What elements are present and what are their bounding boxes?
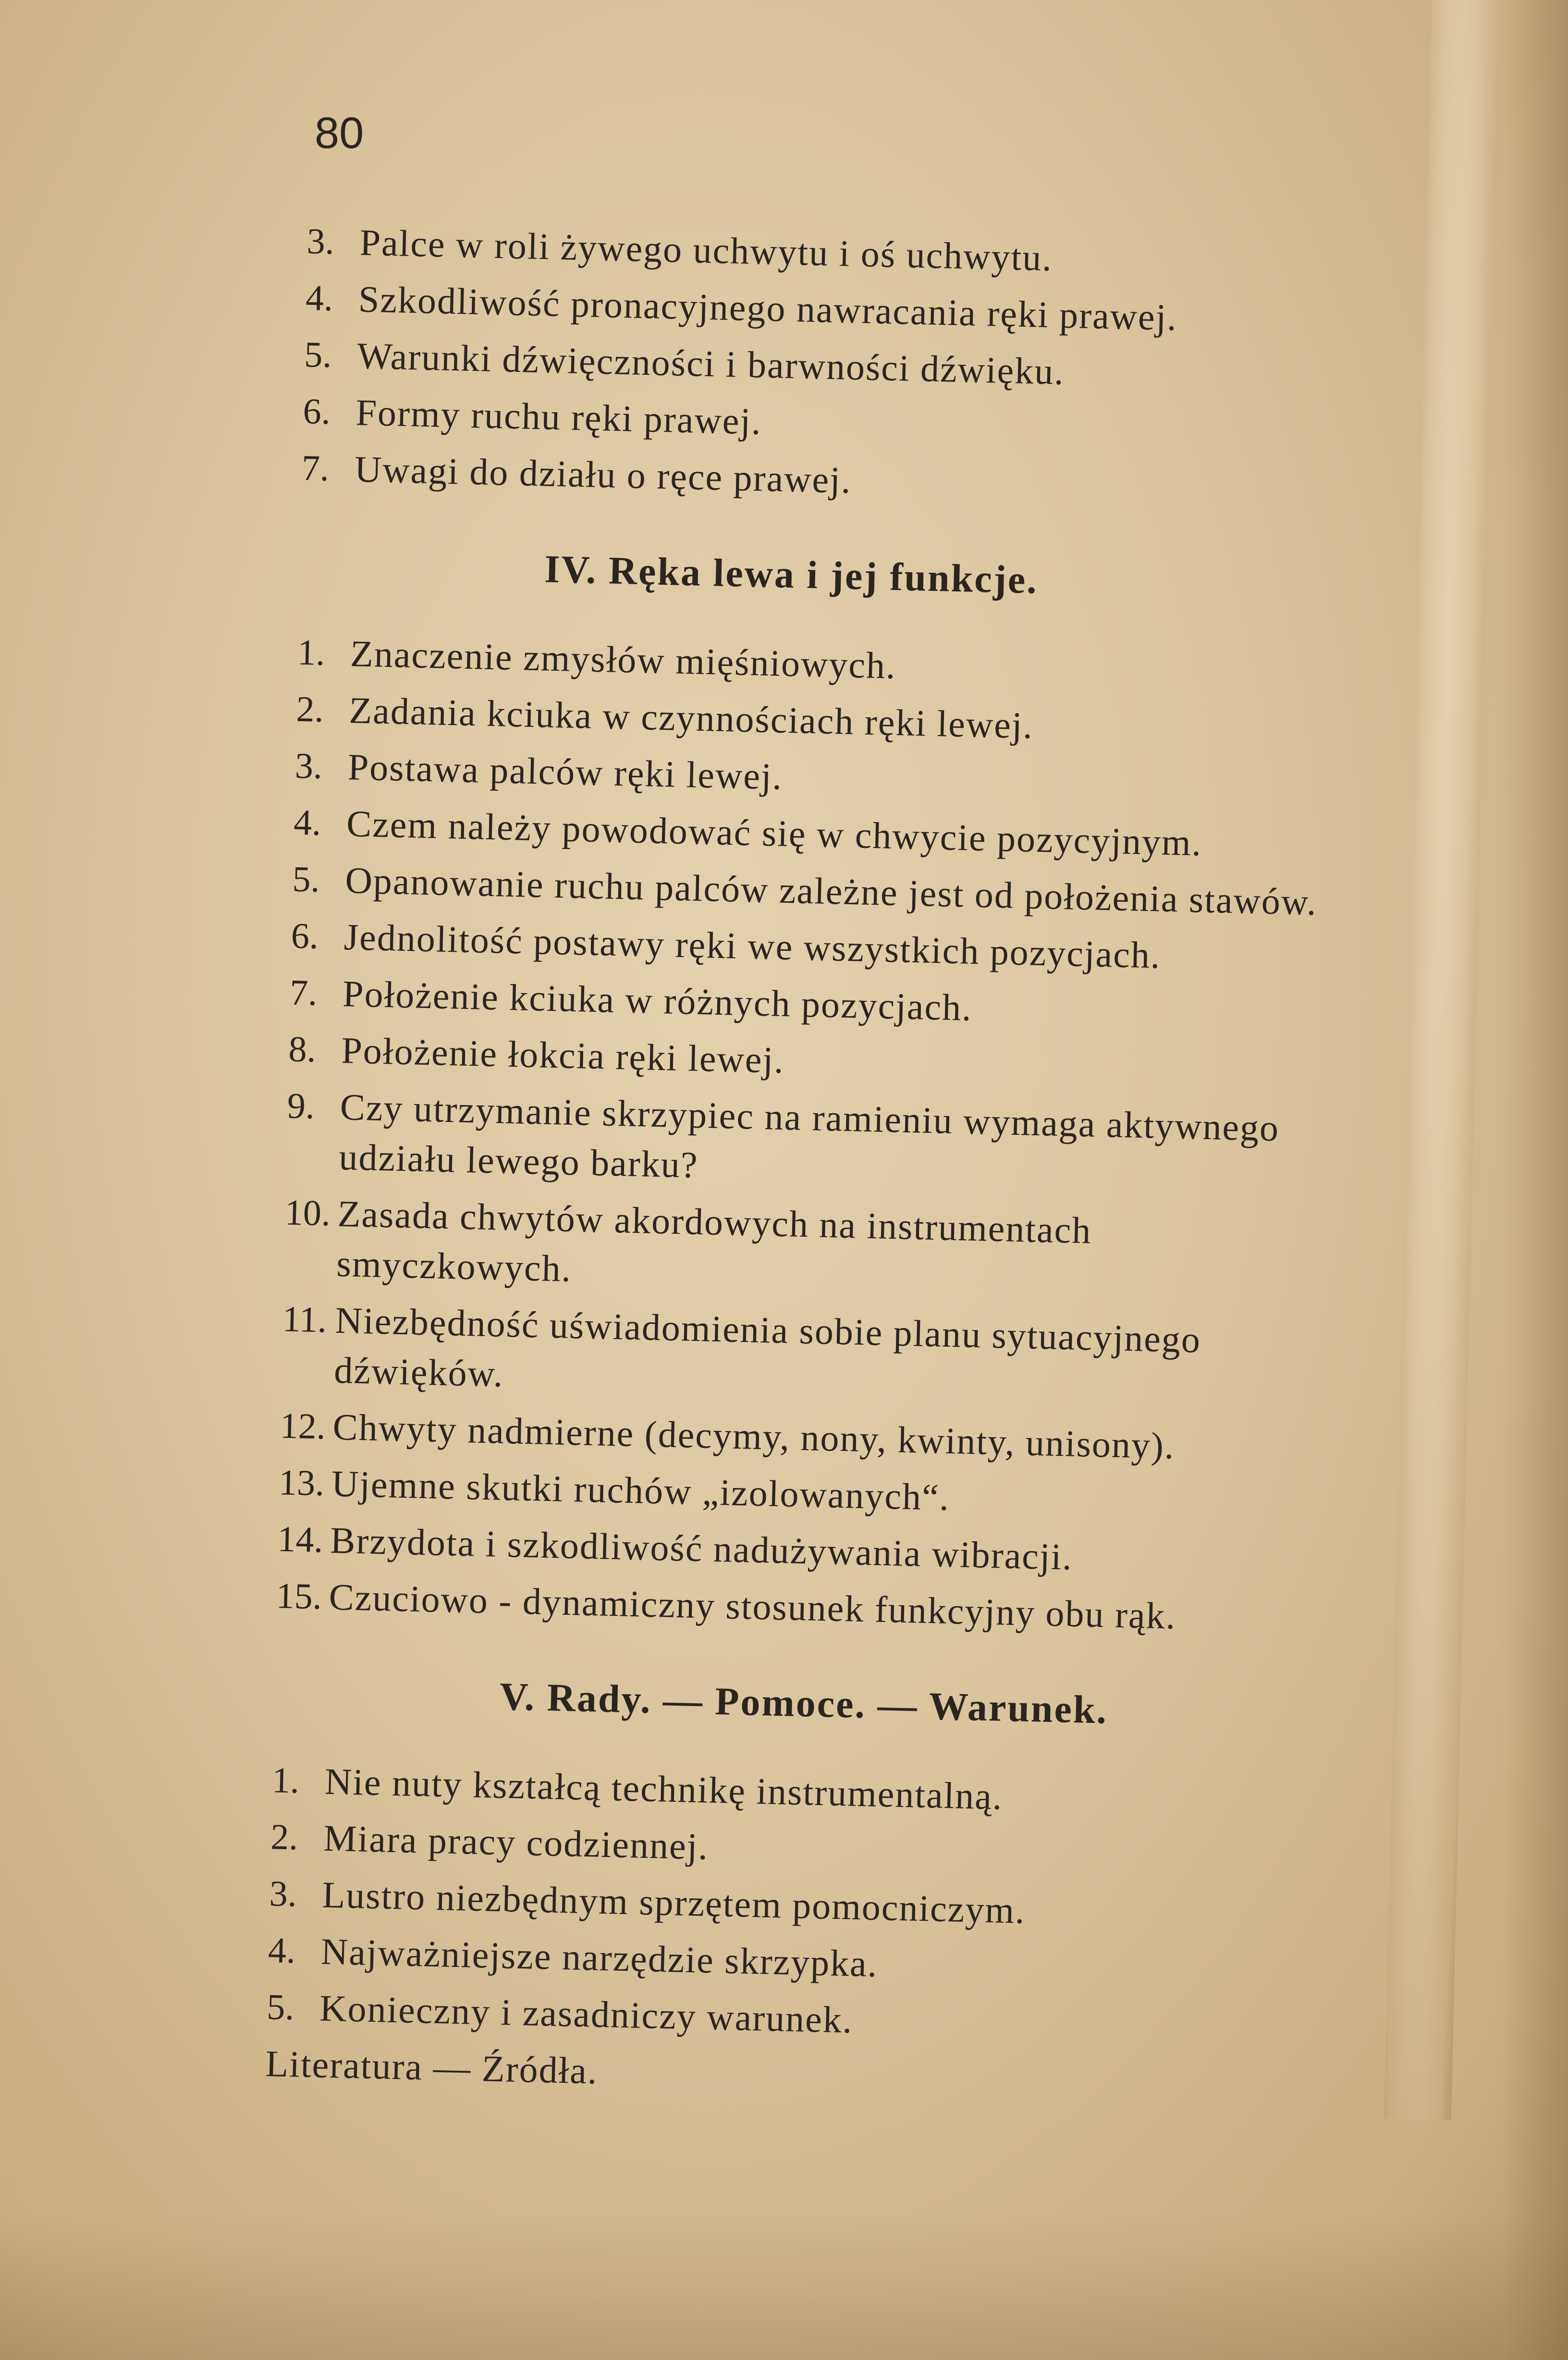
entry-number: 7. (289, 972, 318, 1013)
toc-group-right-hand (301, 216, 1494, 520)
section-heading-iv (299, 527, 1487, 626)
entry-number: 8. (288, 1029, 317, 1070)
entry-number: 3. (294, 745, 323, 787)
entry-title: Lustro niezbędnym sprzętem pomocniczym. (321, 1873, 1026, 1931)
section-heading-v (273, 1654, 1461, 1753)
entry-number: 4. (305, 277, 334, 319)
entry-title: Czem należy powodować się w chwycie pozycyjnym. (346, 802, 1203, 864)
entry-number: 3. (269, 1873, 297, 1915)
entry-title: Położenie łokcia ręki lewej. (341, 1029, 785, 1081)
entry-number: 5. (292, 859, 320, 900)
entry-number: 10. (284, 1192, 331, 1234)
entry-title: Palce w roli żywego uchwytu i oś uchwytu. (359, 221, 1053, 279)
entry-number: 2. (270, 1817, 299, 1858)
entry-title: Znaczenie zmysłów mięśniowych. (350, 632, 897, 687)
toc-entry (283, 1187, 1471, 1314)
entry-title: Formy ruchu ręki prawej. (355, 391, 762, 442)
entry-title: Niezbędność uświadomienia sobie planu sytuacyjnego dźwięków. (333, 1299, 1201, 1395)
entry-number: 1. (297, 632, 326, 674)
toc-entry (285, 1081, 1474, 1208)
entry-number: 6. (291, 915, 319, 957)
entry-number: 1. (271, 1760, 300, 1801)
entry-title: Opanowanie ruchu palców zależne jest od położenia stawów. (344, 859, 1318, 923)
page-bottom-shade (0, 2216, 1568, 2360)
entry-title: Warunki dźwięczności i barwności dźwięku. (356, 334, 1065, 393)
entry-title: Uwagi do działu o ręce prawej. (354, 448, 852, 501)
entry-number: 7. (301, 447, 330, 489)
toc-group-left-hand (276, 627, 1484, 1648)
entry-number: 6. (302, 391, 331, 432)
entry-title: Konieczny i zasadniczy warunek. (319, 1987, 854, 2041)
entry-number: 4. (268, 1930, 296, 1971)
entry-number: 5. (304, 334, 332, 376)
entry-title: Położenie kciuka w różnych pozycjach. (342, 972, 973, 1029)
entry-number: 5. (266, 1987, 295, 2028)
entry-number: 11. (282, 1299, 328, 1340)
entry-title: Najważniejsze narzędzie skrzypka. (320, 1930, 879, 1985)
entry-title: Postawa palców ręki lewej. (347, 746, 784, 798)
section-title: IV. Ręka lewa i jej funkcje. (544, 547, 1039, 602)
entry-title: Miara pracy codziennej. (323, 1817, 709, 1868)
entry-number: 4. (293, 802, 322, 843)
entry-number: 12. (279, 1405, 326, 1447)
page-number: 80 (315, 109, 364, 158)
section-title: V. Rady. — Pomoce. — Warunek. (499, 1674, 1109, 1732)
entry-title: Czuciowo - dynamiczny stosunek funkcyjny obu rąk. (328, 1575, 1177, 1637)
page-edge-shadow (1501, 0, 1568, 2360)
entry-title: Ujemne skutki ruchów „izolowanych“. (331, 1462, 951, 1519)
entry-title: Szkodliwość pronacyjnego nawracania ręki prawej. (358, 278, 1178, 339)
entry-number: 14. (277, 1519, 324, 1561)
entry-title: Jednolitość postawy ręki we wszystkich pozycjach. (343, 916, 1162, 976)
entry-title: Zadania kciuka w czynnościach ręki lewej. (348, 689, 1034, 747)
entry-title: Brzydota i szkodliwość nadużywania wibracji. (330, 1519, 1073, 1578)
entry-title: Nie nuty kształcą technikę instrumentalną. (324, 1760, 1004, 1818)
entry-number: 2. (295, 688, 324, 730)
entry-title: Czy utrzymanie skrzypiec na ramieniu wymaga aktywnego udziału lewego barku? (338, 1086, 1280, 1186)
entry-title: Literatura — Źródła. (265, 2042, 599, 2092)
entry-number: 13. (278, 1462, 325, 1504)
entry-number: 3. (306, 221, 335, 262)
entry-number: 15. (275, 1575, 322, 1617)
table-of-contents (265, 216, 1494, 2115)
toc-group-advice (266, 1755, 1458, 2059)
entry-number: 9. (287, 1085, 315, 1127)
entry-title: Zasada chwytów akordowych na instrumentach smyczkowych. (336, 1192, 1092, 1290)
toc-entry (281, 1294, 1469, 1421)
entry-title: Chwyty nadmierne (decymy, nony, kwinty, unisony). (332, 1405, 1176, 1467)
